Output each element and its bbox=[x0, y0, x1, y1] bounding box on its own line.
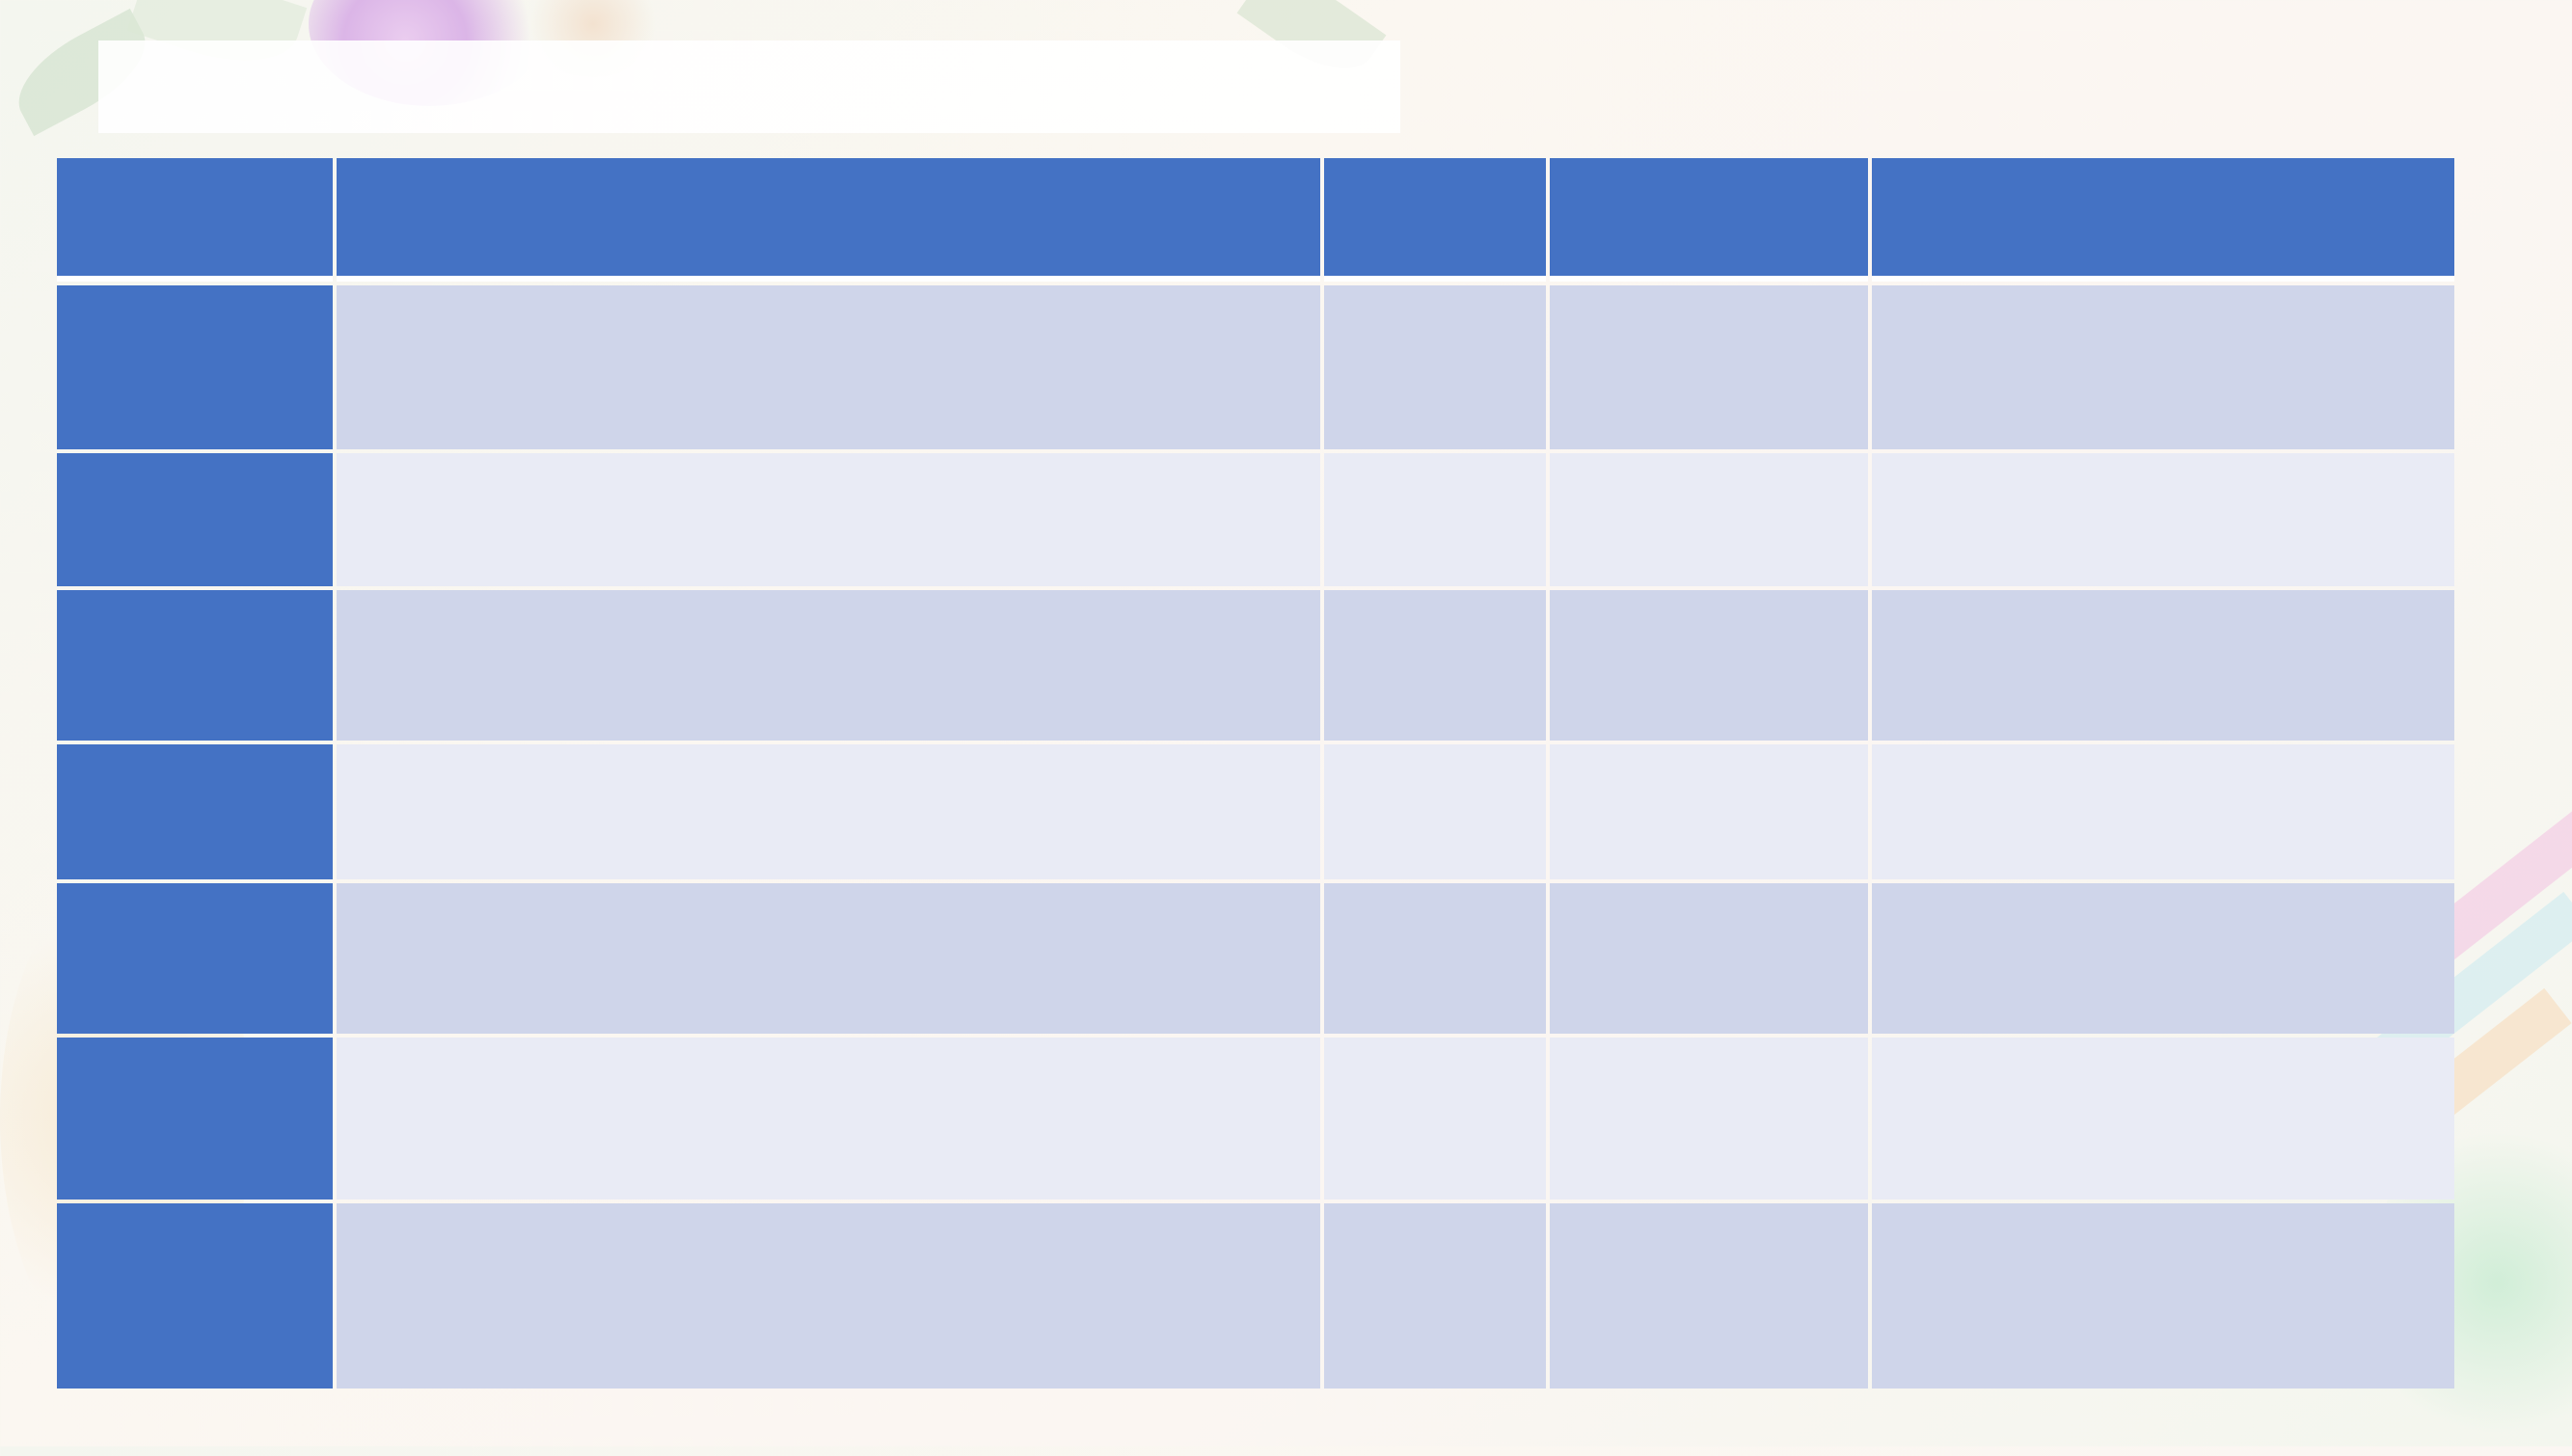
table-row bbox=[57, 453, 2454, 586]
table-row bbox=[57, 1038, 2454, 1200]
cell-place bbox=[1550, 1203, 1868, 1389]
cell-event bbox=[337, 453, 1320, 586]
cell-responsible bbox=[1872, 285, 2454, 449]
header-event bbox=[337, 158, 1320, 282]
cell-date bbox=[57, 1203, 333, 1389]
cell-event bbox=[337, 285, 1320, 449]
cell-place bbox=[1550, 285, 1868, 449]
cell-responsible bbox=[1872, 1038, 2454, 1200]
cell-event bbox=[337, 590, 1320, 741]
decorative-pencils-right bbox=[2464, 135, 2572, 723]
cell-classes bbox=[1324, 285, 1546, 449]
cell-date bbox=[57, 883, 333, 1034]
cell-place bbox=[1550, 453, 1868, 586]
table-row bbox=[57, 744, 2454, 879]
cell-classes bbox=[1324, 1038, 1546, 1200]
cell-date bbox=[57, 744, 333, 879]
cell-responsible bbox=[1872, 883, 2454, 1034]
table-row bbox=[57, 1203, 2454, 1389]
events-table bbox=[53, 154, 2458, 1392]
cell-date bbox=[57, 285, 333, 449]
cell-place bbox=[1550, 883, 1868, 1034]
decorative-pencils-top bbox=[1726, 0, 2572, 130]
cell-responsible bbox=[1872, 744, 2454, 879]
cell-classes bbox=[1324, 744, 1546, 879]
cell-classes bbox=[1324, 1203, 1546, 1389]
cell-responsible bbox=[1872, 1203, 2454, 1389]
table-row bbox=[57, 285, 2454, 449]
cell-classes bbox=[1324, 453, 1546, 586]
cell-date bbox=[57, 453, 333, 586]
table-row bbox=[57, 883, 2454, 1034]
cell-date bbox=[57, 590, 333, 741]
cell-place bbox=[1550, 744, 1868, 879]
header-date bbox=[57, 158, 333, 282]
cell-place bbox=[1550, 1038, 1868, 1200]
cell-event bbox=[337, 744, 1320, 879]
header-place bbox=[1550, 158, 1868, 282]
cell-classes bbox=[1324, 590, 1546, 741]
cell-responsible bbox=[1872, 590, 2454, 741]
header-responsible bbox=[1872, 158, 2454, 282]
header-classes bbox=[1324, 158, 1546, 282]
table-row bbox=[57, 590, 2454, 741]
title-banner bbox=[98, 40, 1400, 133]
cell-responsible bbox=[1872, 453, 2454, 586]
cell-event bbox=[337, 1038, 1320, 1200]
cell-event bbox=[337, 1203, 1320, 1389]
cell-event bbox=[337, 883, 1320, 1034]
cell-place bbox=[1550, 590, 1868, 741]
cell-date bbox=[57, 1038, 333, 1200]
cell-classes bbox=[1324, 883, 1546, 1034]
table-header-row bbox=[57, 158, 2454, 282]
